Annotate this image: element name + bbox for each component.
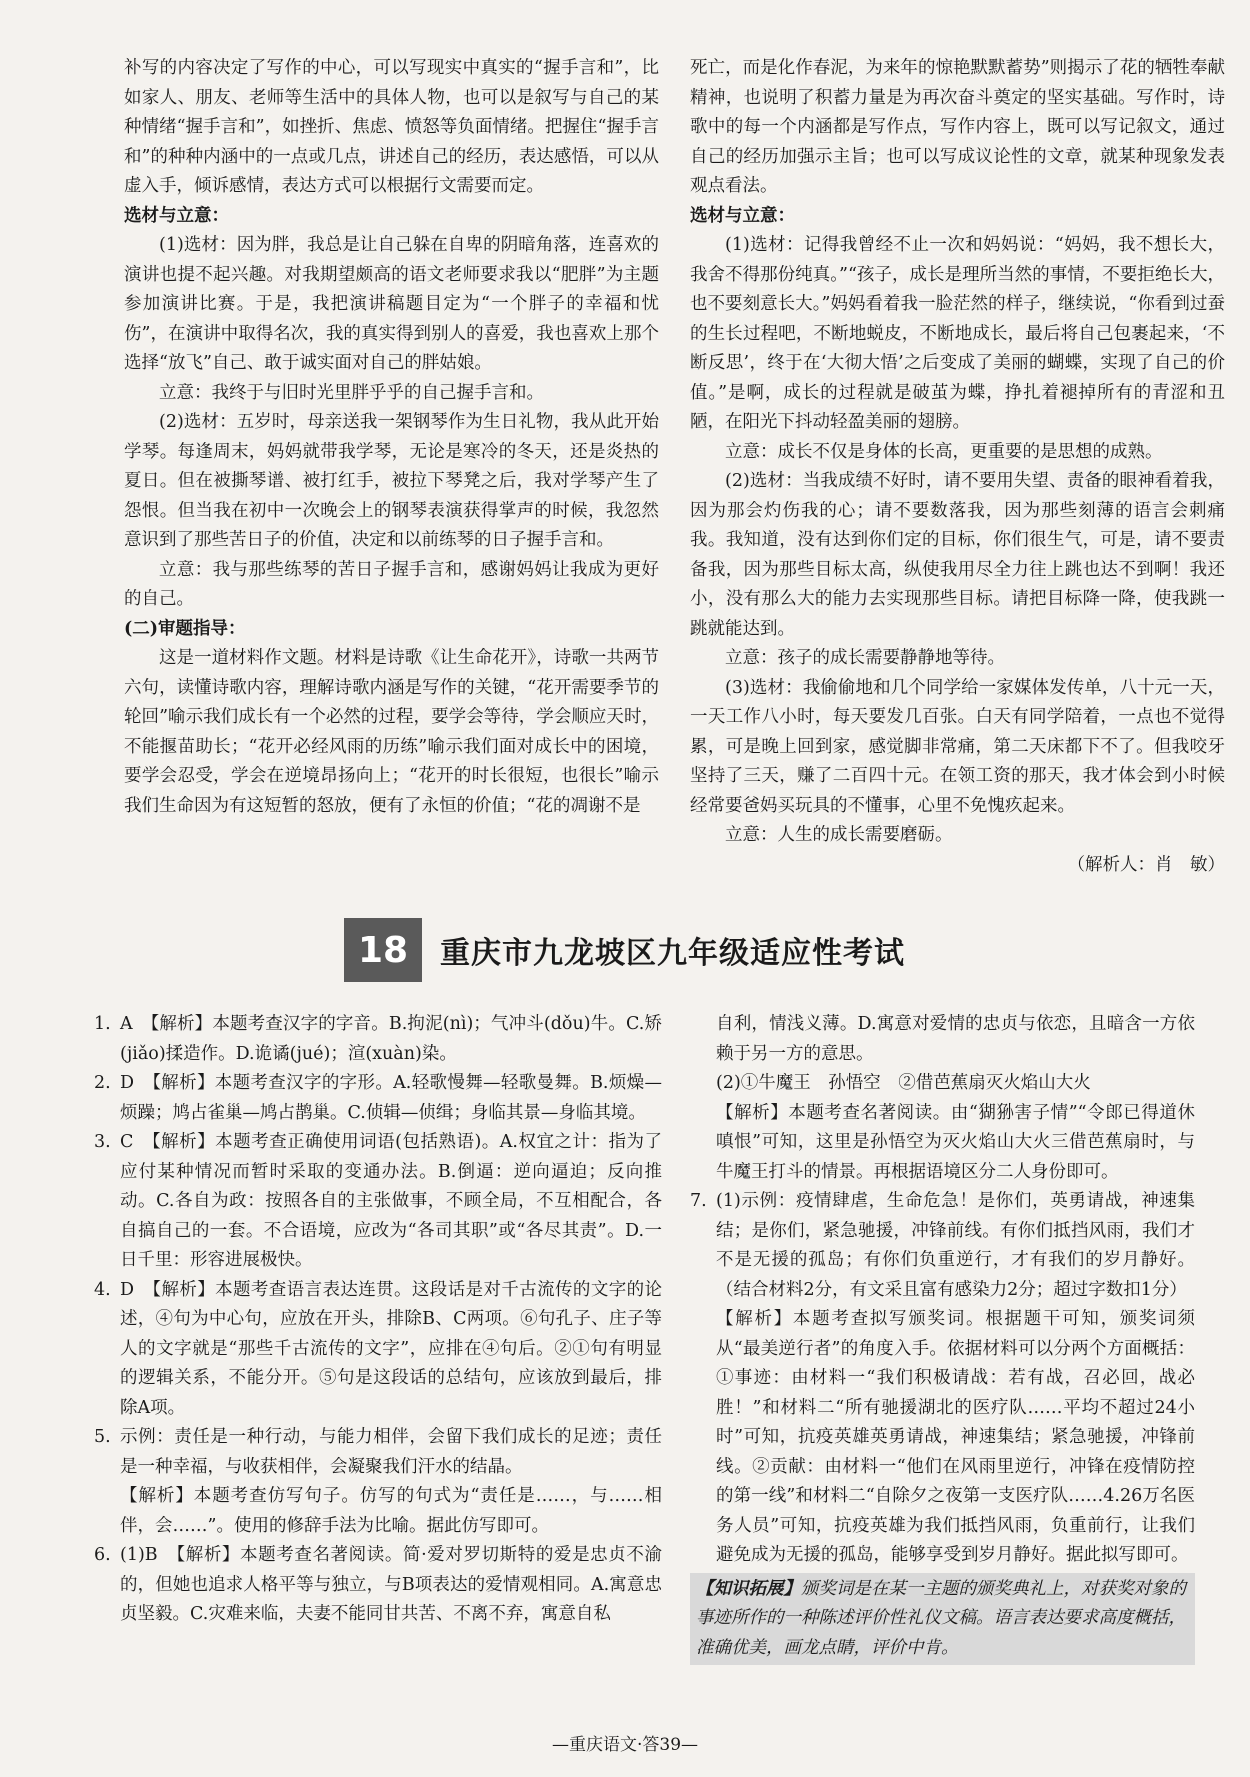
bottom-left-column: [94, 1010, 662, 1630]
section-number: 18: [344, 918, 422, 982]
answer-number: [690, 1099, 716, 1188]
top-right-paragraph: (2)选材：当我成绩不好时，请不要用失望、责备的眼神看着我，因为那会灼伤我的心；请不要数落我，因为那些刻薄的语言会刺痛我。我知道，没有达到你们定的目标，你们很生气，可是，请不要责备我，因为那些目标太高，纵使我用尽全力往上跳也达不到啊！我还小，没有那么大的能力去实现那些目标。请把目标降一降，使我跳一跳就能达到。: [690, 471, 1225, 639]
answer-text: D 【解析】本题考查语言表达连贯。这段话是对千古流传的文字的论述，④句为中心句，应放在开头，排除B、C两项。⑥句孔子、庄子等人的文字就是“那些千古流传的文字”，应排在④句后。②①句有明显的逻辑关系，不能分开。⑤句是这段话的总结句，应该放到最后，排除A项。: [120, 1279, 662, 1418]
top-right-paragraph: 立意：成长不仅是身体的长高，更重要的是思想的成熟。: [725, 441, 1163, 462]
answer-text: (2)①牛魔王 孙悟空 ②借芭蕉扇灭火焰山大火: [716, 1073, 1091, 1093]
top-right-paragraph: 立意：人生的成长需要磨砺。: [725, 825, 953, 845]
answer-item: [690, 1305, 1195, 1571]
top-right-column: [690, 54, 1225, 880]
answer-number: [94, 1482, 120, 1541]
answer-text: (1)B 【解析】本题考查名著阅读。简·爱对罗切斯特的爱是忠贞不渝的，但她也追求人格平等与独立，与B项表达的爱情观相同。A.寓意忠贞坚毅。C.灾难来临，夫妻不能同甘共苦、不离不弃，寓意自私: [120, 1545, 662, 1624]
answer-item: [690, 1010, 1195, 1069]
top-left-paragraph: 立意：我与那些练琴的苦日子握手言和，感谢妈妈让我成为更好的自己。: [124, 559, 659, 609]
answer-number: 1.: [94, 1014, 111, 1034]
top-right-paragraph: 选材与立意：: [690, 205, 795, 226]
page-footer: —重庆语文·答39—: [551, 1735, 699, 1755]
answer-number: [690, 1305, 716, 1571]
callout-text: 颁奖词是在某一主题的颁奖典礼上，对获奖对象的事迹所作的一种陈述评价性礼仪文稿。语言表达要求高度概括，准确优美，画龙点睛，评价中肯。: [696, 1578, 1186, 1658]
knowledge-callout: [690, 1573, 1195, 1666]
top-right-paragraph: 死亡，而是化作春泥，为来年的惊艳默默蓄势”则揭示了花的牺牲奉献精神，也说明了积蓄力量是为再次奋斗奠定的坚实基础。写作时，诗歌中的每一个内涵都是写作点，写作内容上，既可以写记叙文，通过自己的经历加强示主旨；也可以写成议论性的文章，就某种现象发表观点看法。: [690, 58, 1225, 196]
answer-item: [94, 1069, 662, 1128]
section-title: 重庆市九龙坡区九年级适应性考试: [440, 936, 905, 971]
answer-item: [94, 1128, 662, 1276]
answer-number: 2.: [94, 1073, 111, 1093]
top-left-paragraph: 立意：我终于与旧时光里胖乎乎的自己握手言和。: [159, 382, 544, 403]
answer-item: [94, 1541, 662, 1630]
answer-number: 3.: [94, 1132, 111, 1152]
answer-text: 示例：责任是一种行动，与能力相伴，会留下我们成长的足迹；责任是一种幸福，与收获相伴，会凝聚我们汗水的结晶。: [120, 1427, 662, 1477]
top-left-paragraph: (1)选材：因为胖，我总是让自己躲在自卑的阴暗角落，连喜欢的演讲也提不起兴趣。对我期望颇高的语文老师要求我以“肥胖”为主题参加演讲比赛。于是，我把演讲稿题目定为“一个胖子的幸福和忧伤”，在演讲中取得名次，我的真实得到别人的喜爱，我也喜欢上那个选择“放飞”自己、敢于诚实面对自己的胖姑娘。: [124, 235, 659, 373]
answer-text: C 【解析】本题考查正确使用词语(包括熟语)。A.权宜之计：指为了应付某种情况而暂时采取的变通办法。B.倒逼：逆向逼迫；反向推动。C.各自为政：按照各自的主张做事，不顾全局，不互相配合，各自搞自己的一套。不合语境，应改为“各司其职”或“各尽其责”。D.一日千里：形容进展极快。: [120, 1132, 662, 1270]
answer-number: 6.: [94, 1545, 111, 1565]
callout-label: 【知识拓展】: [696, 1578, 801, 1599]
top-right-paragraph: 立意：孩子的成长需要静静地等待。: [725, 648, 1005, 668]
answer-number: 5.: [94, 1427, 111, 1447]
answer-text: (1)示例：疫情肆虐，生命危急！是你们，英勇请战，神速集结；是你们，紧急驰援，冲锋前线。有你们抵挡风雨，我们才不是无援的孤岛；有你们负重逆行，才有我们的岁月静好。（结合材料2分，有文采且富有感染力2分；超过字数扣1分）: [716, 1191, 1195, 1300]
answer-text: 【解析】本题考查拟写颁奖词。根据题干可知，颁奖词须从“最美逆行者”的角度入手。依据材料可以分两个方面概括：①事迹：由材料一“我们积极请战：若有战，召必回，战必胜！”和材料二“所有驰援湖北的医疗队……平均不超过24小时”可知，抗疫英雄英勇请战，神速集结；紧急驰援，冲锋前线。②贡献：由材料一“他们在风雨里逆行，冲锋在疫情防控的第一线”和材料二“自除夕之夜第一支医疗队……4.26万名医务人员”可知，抗疫英雄为我们抵挡风雨，负重前行，让我们避免成为无援的孤岛，能够享受到岁月静好。据此拟写即可。: [716, 1309, 1195, 1565]
answer-number: [690, 1069, 716, 1099]
bottom-right-column: [690, 1010, 1195, 1665]
answer-item: [94, 1010, 662, 1069]
top-right-paragraph: (1)选材：记得我曾经不止一次和妈妈说：“妈妈，我不想长大，我舍不得那份纯真。”“孩子，成长是理所当然的事情，不要拒绝长大，也不要刻意长大。”妈妈看着我一脸茫然的样子，继续说，“你看到过蚕的生长过程吧，不断地蜕皮，不断地成长，最后将自己包裹起来，‘不断反思’，终于在‘大彻大悟’之后变成了美丽的蝴蝶，实现了自己的价值。”是啊，成长的过程就是破茧为蝶，挣扎着褪掉所有的青涩和丑陋，在阳光下抖动轻盈美丽的翅膀。: [690, 235, 1225, 432]
answer-number: [690, 1010, 716, 1069]
top-left-paragraph: (二)审题指导：: [124, 618, 246, 639]
answer-text: D 【解析】本题考查汉字的字形。A.轻歌慢舞—轻歌曼舞。B.烦燥—烦躁；鸠占雀巢—鸠占鹊巢。C.侦辑—侦缉；身临其景—身临其境。: [120, 1073, 662, 1123]
answer-text: 自利，情浅义薄。D.寓意对爱情的忠贞与依恋，且暗含一方依赖于另一方的意思。: [716, 1014, 1195, 1064]
answer-item: [690, 1069, 1195, 1099]
top-left-paragraph: 补写的内容决定了写作的中心，可以写现实中真实的“握手言和”，比如家人、朋友、老师等生活中的具体人物，也可以是叙写与自己的某种情绪“握手言和”，如挫折、焦虑、愤怒等负面情绪。把握住“握手言和”的种种内涵中的一点或几点，讲述自己的经历，表达感悟，可以从虚入手，倾诉感情，表达方式可以根据行文需要而定。: [124, 58, 659, 196]
top-left-paragraph: 这是一道材料作文题。材料是诗歌《让生命花开》，诗歌一共两节六句，读懂诗歌内容，理解诗歌内涵是写作的关键，“花开需要季节的轮回”喻示我们成长有一个必然的过程，要学会等待，学会顺应天时，不能揠苗助长；“花开必经风雨的历练”喻示我们面对成长中的困境，要学会忍受，学会在逆境昂扬向上；“花开的时长很短，也很长”喻示我们生命因为有这短暂的怒放，便有了永恒的价值；“花的凋谢不是: [124, 648, 659, 816]
top-left-paragraph: (2)选材：五岁时，母亲送我一架钢琴作为生日礼物，我从此开始学琴。每逢周末，妈妈就带我学琴，无论是寒冷的冬天，还是炎热的夏日。但在被撕琴谱、被打红手，被拉下琴凳之后，我对学琴产生了怨恨。但当我在初中一次晚会上的钢琴表演获得掌声的时候，我忽然意识到了那些苦日子的价值，决定和以前练琴的日子握手言和。: [124, 412, 659, 550]
answer-item: [94, 1423, 662, 1482]
answer-number: 7.: [690, 1191, 707, 1211]
answer-text: 【解析】本题考查仿写句子。仿写的句式为“责任是……，与……相伴，会……”。使用的修辞手法为比喻。据此仿写即可。: [120, 1486, 662, 1536]
answer-number: 4.: [94, 1279, 111, 1300]
top-left-paragraph: 选材与立意：: [124, 205, 229, 226]
answer-item: [94, 1482, 662, 1541]
section-header: [344, 920, 964, 980]
answer-item: [690, 1099, 1195, 1188]
top-right-paragraph: （解析人：肖 敏）: [1067, 854, 1225, 875]
answer-text: 【解析】本题考查名著阅读。由“猢狲害子情”“令郎已得道休嗔恨”可知，这里是孙悟空为灭火焰山大火三借芭蕉扇时，与牛魔王打斗的情景。再根据语境区分二人身份即可。: [716, 1102, 1195, 1182]
answer-item: [94, 1276, 662, 1424]
top-right-paragraph: (3)选材：我偷偷地和几个同学给一家媒体发传单，八十元一天，一天工作八小时，每天要发几百张。白天有同学陪着，一点也不觉得累，可是晚上回到家，感觉脚非常痛，第二天床都下不了。但我咬牙坚持了三天，赚了二百四十元。在领工资的那天，我才体会到小时候经常要爸妈买玩具的不懂事，心里不免愧疚起来。: [690, 677, 1225, 816]
answer-item: [690, 1187, 1195, 1305]
top-left-column: [124, 54, 659, 821]
answer-text: A 【解析】本题考查汉字的字音。B.拘泥(nì)；气冲斗(dǒu)牛。C.矫(jiǎo)揉造作。D.诡谲(jué)；渲(xuàn)染。: [120, 1014, 662, 1064]
